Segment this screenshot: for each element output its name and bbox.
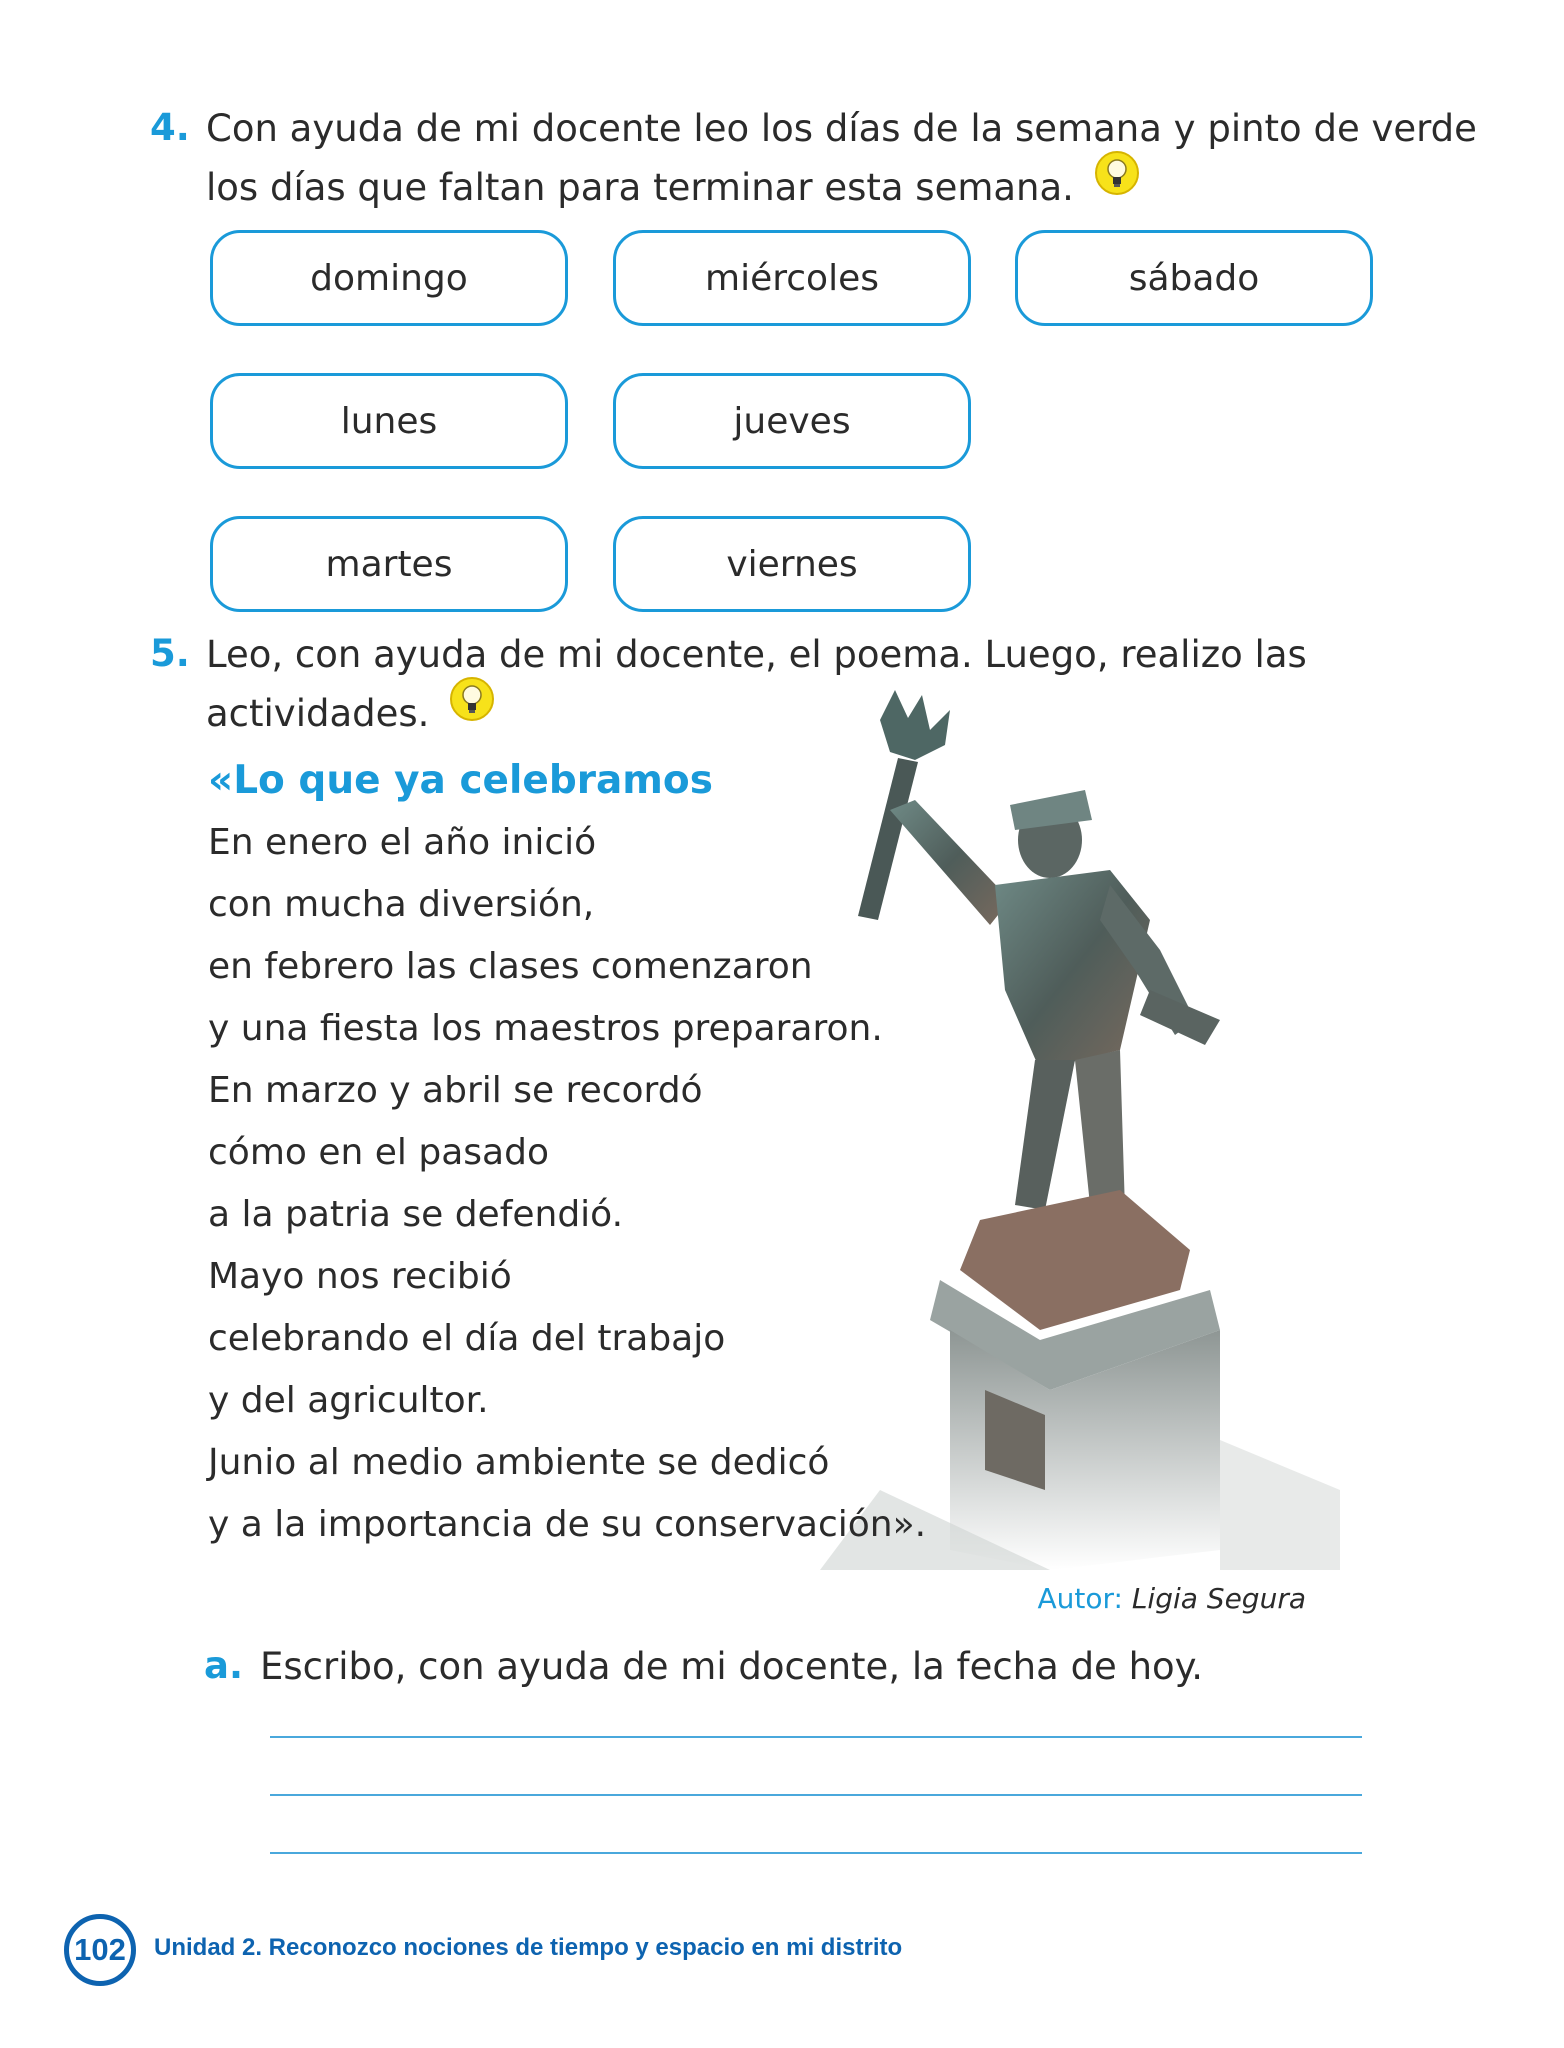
poem-line: y a la importancia de su conservación». xyxy=(208,1504,927,1545)
question-5-line-1: Leo, con ayuda de mi docente, el poema. Luego, realizo las xyxy=(206,633,1307,676)
poem-line: En enero el año inició xyxy=(208,822,597,863)
question-4-number: 4. xyxy=(150,106,190,149)
question-4-line-2-text: los días que faltan para terminar esta semana. xyxy=(206,166,1074,209)
lightbulb-icon xyxy=(449,676,495,739)
poem-title: «Lo que ya celebramos xyxy=(208,758,713,803)
poem-line: con mucha diversión, xyxy=(208,884,595,925)
question-5-line-2-text: actividades. xyxy=(206,692,430,735)
unit-title: Unidad 2. Reconozco nociones de tiempo y espacio en mi distrito xyxy=(154,1934,903,1961)
poem-author xyxy=(1037,1582,1306,1615)
day-box-lunes[interactable]: lunes xyxy=(210,373,568,469)
poem-line: a la patria se defendió. xyxy=(208,1194,624,1235)
lightbulb-icon xyxy=(1094,150,1140,213)
answer-line[interactable] xyxy=(270,1852,1362,1854)
question-4-line-1: Con ayuda de mi docente leo los días de la semana y pinto de verde xyxy=(206,107,1477,150)
poem-line: y del agricultor. xyxy=(208,1380,489,1421)
question-4-line-2 xyxy=(206,158,1477,221)
day-box-jueves[interactable]: jueves xyxy=(613,373,971,469)
day-box-sabado[interactable]: sábado xyxy=(1015,230,1373,326)
poem-line: Mayo nos recibió xyxy=(208,1256,512,1297)
poem-line: Junio al medio ambiente se dedicó xyxy=(208,1442,830,1483)
author-label: Autor: xyxy=(1037,1582,1123,1615)
poem-line: en febrero las clases comenzaron xyxy=(208,946,813,987)
statue-photo xyxy=(820,690,1340,1570)
poem-line: cómo en el pasado xyxy=(208,1132,549,1173)
answer-line[interactable] xyxy=(270,1794,1362,1796)
activity-a-letter: a. xyxy=(204,1644,244,1687)
day-box-miercoles[interactable]: miércoles xyxy=(613,230,971,326)
question-5-number: 5. xyxy=(150,632,190,675)
page-number: 102 xyxy=(64,1914,136,1986)
day-box-domingo[interactable]: domingo xyxy=(210,230,568,326)
day-box-viernes[interactable]: viernes xyxy=(613,516,971,612)
question-4-instruction xyxy=(206,100,1477,221)
activity-a-text: Escribo, con ayuda de mi docente, la fecha de hoy. xyxy=(260,1645,1204,1688)
poem-line: celebrando el día del trabajo xyxy=(208,1318,726,1359)
poem-line: y una fiesta los maestros prepararon. xyxy=(208,1008,883,1049)
answer-line[interactable] xyxy=(270,1736,1362,1738)
poem-line: En marzo y abril se recordó xyxy=(208,1070,703,1111)
day-box-martes[interactable]: martes xyxy=(210,516,568,612)
author-name: Ligia Segura xyxy=(1131,1582,1306,1615)
